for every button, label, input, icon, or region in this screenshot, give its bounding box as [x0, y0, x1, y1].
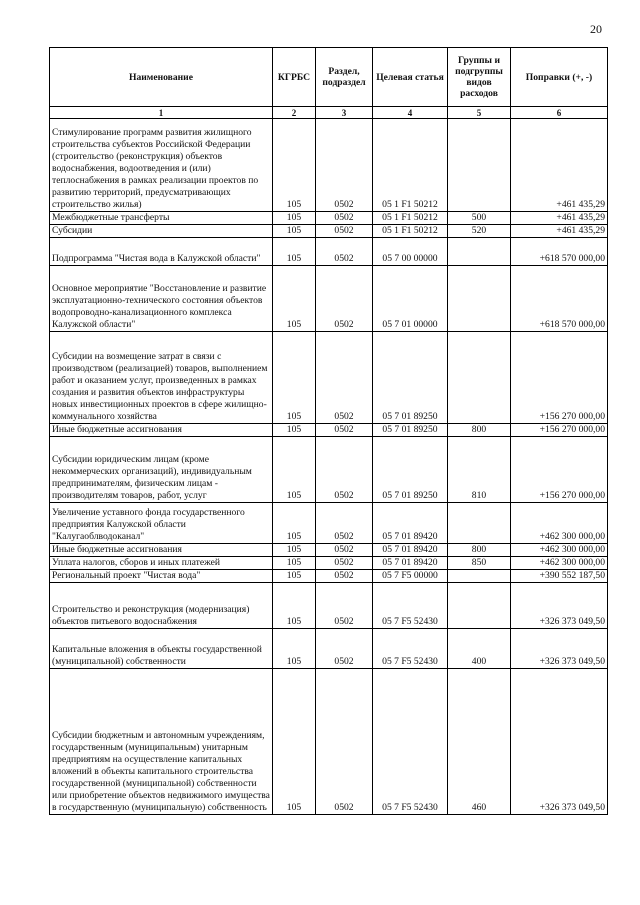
row-group: 850	[448, 557, 511, 570]
row-kgrbs: 105	[273, 266, 316, 332]
row-kgrbs: 105	[273, 212, 316, 225]
row-section: 0502	[316, 266, 373, 332]
row-name: Иные бюджетные ассигнования	[50, 424, 273, 437]
row-group	[448, 266, 511, 332]
row-section: 0502	[316, 119, 373, 212]
row-target: 05 7 01 89420	[373, 544, 448, 557]
row-name: Подпрограмма "Чистая вода в Калужской области"	[50, 238, 273, 266]
row-section: 0502	[316, 583, 373, 629]
row-section: 0502	[316, 424, 373, 437]
row-kgrbs: 105	[273, 629, 316, 669]
row-section: 0502	[316, 225, 373, 238]
row-section: 0502	[316, 212, 373, 225]
column-number: 5	[448, 107, 511, 119]
row-amount: +462 300 000,00	[511, 503, 608, 544]
column-number: 6	[511, 107, 608, 119]
row-amount: +618 570 000,00	[511, 238, 608, 266]
row-target: 05 7 01 89250	[373, 332, 448, 424]
row-target: 05 7 01 00000	[373, 266, 448, 332]
row-section: 0502	[316, 629, 373, 669]
column-number: 4	[373, 107, 448, 119]
row-target: 05 7 01 89250	[373, 437, 448, 503]
row-name: Строительство и реконструкция (модернизация) объектов питьевого водоснабжения	[50, 583, 273, 629]
row-group	[448, 119, 511, 212]
row-kgrbs: 105	[273, 544, 316, 557]
row-kgrbs: 105	[273, 583, 316, 629]
row-group: 520	[448, 225, 511, 238]
column-header-amount: Поправки (+, -)	[511, 48, 608, 107]
table-row	[50, 225, 608, 238]
row-name: Субсидии	[50, 225, 273, 238]
row-name: Капитальные вложения в объекты государственной (муниципальной) собственности	[50, 629, 273, 669]
row-group: 400	[448, 629, 511, 669]
row-kgrbs: 105	[273, 503, 316, 544]
row-target: 05 7 F5 52430	[373, 583, 448, 629]
row-target: 05 1 F1 50212	[373, 119, 448, 212]
column-number: 3	[316, 107, 373, 119]
table-row	[50, 212, 608, 225]
row-kgrbs: 105	[273, 119, 316, 212]
row-section: 0502	[316, 544, 373, 557]
row-kgrbs: 105	[273, 557, 316, 570]
row-group	[448, 570, 511, 583]
table-row	[50, 424, 608, 437]
row-name: Уплата налогов, сборов и иных платежей	[50, 557, 273, 570]
row-amount: +461 435,29	[511, 212, 608, 225]
row-group	[448, 503, 511, 544]
row-section: 0502	[316, 238, 373, 266]
row-amount: +461 435,29	[511, 225, 608, 238]
row-target: 05 7 F5 52430	[373, 669, 448, 815]
header-row	[50, 48, 608, 107]
table-row	[50, 119, 608, 212]
row-group	[448, 332, 511, 424]
table-row	[50, 332, 608, 424]
column-header-group: Группы и подгруппы видов расходов	[448, 48, 511, 107]
row-section: 0502	[316, 437, 373, 503]
table-row	[50, 266, 608, 332]
row-kgrbs: 105	[273, 225, 316, 238]
row-group: 460	[448, 669, 511, 815]
row-kgrbs: 105	[273, 437, 316, 503]
row-kgrbs: 105	[273, 332, 316, 424]
row-target: 05 7 01 89420	[373, 557, 448, 570]
row-target: 05 7 01 89420	[373, 503, 448, 544]
row-amount: +618 570 000,00	[511, 266, 608, 332]
row-group	[448, 238, 511, 266]
column-number-row	[50, 107, 608, 119]
column-header-name: Наименование	[50, 48, 273, 107]
row-name: Субсидии юридическим лицам (кроме некоммерческих организаций), индивидуальным предпринимателям, физическим лицам - производителям товаров, работ, услуг	[50, 437, 273, 503]
table-row	[50, 583, 608, 629]
row-section: 0502	[316, 570, 373, 583]
table-row	[50, 629, 608, 669]
table-row	[50, 669, 608, 815]
row-amount: +156 270 000,00	[511, 424, 608, 437]
row-amount: +156 270 000,00	[511, 332, 608, 424]
row-target: 05 7 01 89250	[373, 424, 448, 437]
budget-table	[49, 47, 608, 815]
row-kgrbs: 105	[273, 669, 316, 815]
table-row	[50, 544, 608, 557]
row-section: 0502	[316, 669, 373, 815]
row-name: Иные бюджетные ассигнования	[50, 544, 273, 557]
row-target: 05 1 F1 50212	[373, 212, 448, 225]
row-amount: +326 373 049,50	[511, 669, 608, 815]
row-target: 05 7 F5 52430	[373, 629, 448, 669]
row-kgrbs: 105	[273, 570, 316, 583]
row-target: 05 7 F5 00000	[373, 570, 448, 583]
row-group: 500	[448, 212, 511, 225]
column-header-kgrbs: КГРБС	[273, 48, 316, 107]
column-number: 1	[50, 107, 273, 119]
row-amount: +326 373 049,50	[511, 583, 608, 629]
table-row	[50, 503, 608, 544]
row-group: 800	[448, 424, 511, 437]
row-name: Увеличение уставного фонда государственного предприятия Калужской области "Калугаоблводоканал"	[50, 503, 273, 544]
row-amount: +156 270 000,00	[511, 437, 608, 503]
row-amount: +462 300 000,00	[511, 557, 608, 570]
row-section: 0502	[316, 332, 373, 424]
table-row	[50, 570, 608, 583]
row-group: 800	[448, 544, 511, 557]
table-row	[50, 437, 608, 503]
table-row	[50, 557, 608, 570]
row-target: 05 1 F1 50212	[373, 225, 448, 238]
row-section: 0502	[316, 557, 373, 570]
row-amount: +326 373 049,50	[511, 629, 608, 669]
row-amount: +461 435,29	[511, 119, 608, 212]
column-header-section: Раздел, подраздел	[316, 48, 373, 107]
row-amount: +462 300 000,00	[511, 544, 608, 557]
row-group	[448, 583, 511, 629]
row-kgrbs: 105	[273, 424, 316, 437]
table-row	[50, 238, 608, 266]
row-name: Стимулирование программ развития жилищного строительства субъектов Российской Федерации (строительство (реконструкция) объектов водоснабжения, водоотведения и (или) теплоснабжения в рамках реализации проектов по развитию территорий, предусматривающих строительство жилья)	[50, 119, 273, 212]
page-number: 20	[590, 22, 602, 36]
row-name: Межбюджетные трансферты	[50, 212, 273, 225]
column-header-target: Целевая статья	[373, 48, 448, 107]
row-name: Основное мероприятие "Восстановление и развитие эксплуатационно-технического состояния объектов водопроводно-канализационного комплекса Калужской области"	[50, 266, 273, 332]
row-name: Субсидии бюджетным и автономным учреждениям, государственным (муниципальным) унитарным предприятиям на осуществление капитальных вложений в объекты капитального строительства государственной (муниципальной) собственности или приобретение объектов недвижимого имущества в государственную (муниципальную) собственность	[50, 669, 273, 815]
row-name: Региональный проект "Чистая вода"	[50, 570, 273, 583]
row-section: 0502	[316, 503, 373, 544]
row-name: Субсидии на возмещение затрат в связи с производством (реализацией) товаров, выполнением работ и оказанием услуг, произведенных в рамках создания и развития объектов инфраструктуры новых инвестиционных проектов в сфере жилищно-коммунального хозяйства	[50, 332, 273, 424]
row-group: 810	[448, 437, 511, 503]
row-amount: +390 552 187,50	[511, 570, 608, 583]
row-kgrbs: 105	[273, 238, 316, 266]
row-target: 05 7 00 00000	[373, 238, 448, 266]
column-number: 2	[273, 107, 316, 119]
